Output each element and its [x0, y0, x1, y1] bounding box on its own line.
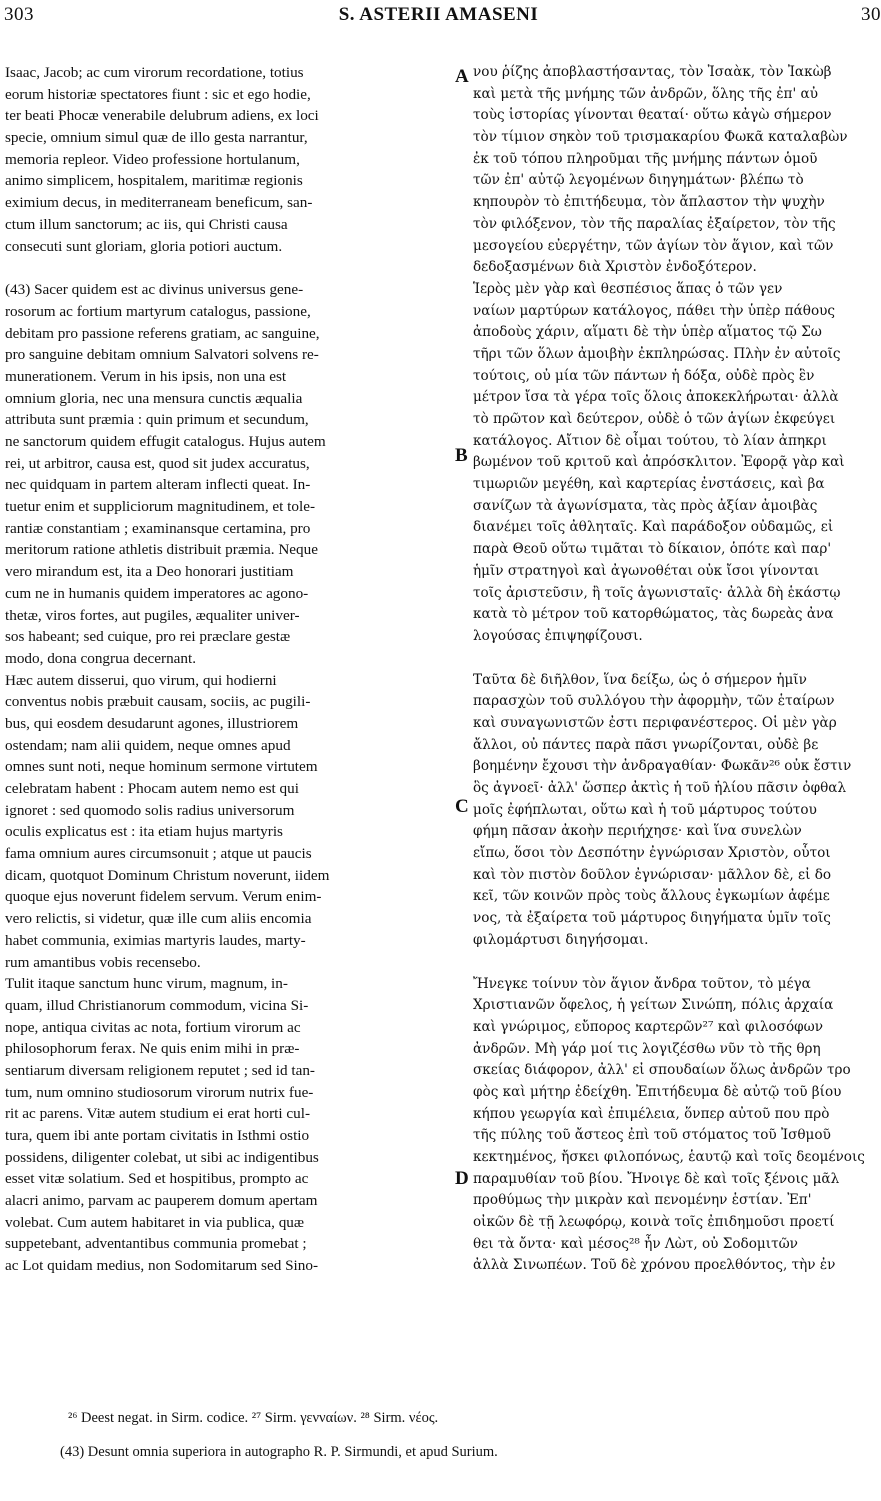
text-line: nope, antiqua civitas ac nota, fortium virorum ac: [5, 1018, 301, 1036]
text-line: παραμυθίαν τοῦ βίου. Ἤνοιγε δὲ καὶ τοῖς ξένοις μᾶλ: [473, 1170, 840, 1187]
greek-paragraph-2: [473, 279, 877, 648]
text-line: animo simplicem, hospitalem, maritimæ regionis: [5, 172, 303, 190]
section-marker-b: B: [455, 445, 468, 466]
text-line: Ἤνεγκε τοίνυν τὸν ἅγιον ἄνδρα τοῦτον, τὸ μέγα: [473, 975, 811, 992]
footnote-43: (43) Desunt omnia superiora in autographo R. P. Sirmundi, et apud Surium.: [60, 1444, 498, 1460]
text-line: καὶ γνώριμος, εὔπορος καρτερῶν²⁷ καὶ φιλοσόφων: [473, 1018, 824, 1035]
text-line: φήμη πᾶσαν ἀκοὴν περιήχησε· καὶ ἵνα συνελὼν: [473, 823, 802, 840]
text-line: κηπουρὸν τὸ ἐπιτήδευμα, τὸν ἄπλαστον τὴν ψυχὴν: [473, 194, 825, 211]
text-line: παρὰ Θεοῦ οὕτω τιμᾶται τὸ δίκαιον, ὁπότε καὶ παρ': [473, 541, 832, 558]
section-marker-d: D: [455, 1168, 469, 1189]
text-line: ἐκ τοῦ τόπου πληροῦμαι τῆς μνήμης πάντων ὁμοῦ: [473, 150, 818, 167]
text-line: Tulit itaque sanctum hunc virum, magnum, in-: [5, 975, 288, 993]
text-line: δεδοξασμένων διὰ Χριστὸν ἐνδοξότερον.: [473, 259, 757, 276]
text-line: rit ac parens. Vitæ autem studium ei erat horti cul-: [5, 1105, 311, 1123]
section-marker-c: C: [455, 796, 469, 817]
text-line: sos habeant; sed cuique, pro rei præclare gestæ: [5, 628, 291, 646]
text-line: pro sanguine debitam omnium Salvatori solvens re-: [5, 346, 319, 364]
text-line: attributa sunt præmia : quin primum et secundum,: [5, 411, 309, 429]
text-line: habet communia, eximias martyris laudes, marty-: [5, 931, 306, 949]
text-line: rosorum ac fortium martyrum catalogus, passione,: [5, 302, 311, 320]
text-line: tuetur enim et suppliciorum magnitudinem, et tole-: [5, 498, 316, 516]
text-line: νος, τὰ ἐξαίρετα τοῦ μάρτυρος διηγήματα ὑμῖν τοῖς: [473, 910, 831, 927]
latin-paragraph-1: [5, 62, 455, 257]
text-line: rum amantibus vobis recensebo.: [5, 953, 201, 971]
text-line: Hæc autem disserui, quo virum, qui hodierni: [5, 671, 277, 689]
text-line: ἀποδοὺς χάριν, αἵματι δὲ τὴν ὑπὲρ αἵματος τῷ Σω: [473, 324, 822, 341]
latin-paragraph-2: [5, 279, 455, 1277]
text-line: modo, dona congrua decernant.: [5, 649, 197, 667]
text-line: κεῖ, τῶν κοινῶν πρὸς τοὺς ἄλλους ἐγκωμίων ἀφέμε: [473, 888, 830, 905]
text-line: eorum historiæ spectatores fiunt : sic et ego hodie,: [5, 85, 311, 103]
text-line: omnes sunt noti, neque hominum sermone virtutem: [5, 758, 318, 776]
text-line: rantiæ constantiam ; examinansque certamina, pro: [5, 519, 311, 537]
text-line: dicam, quotquot Dominum Christum noverunt, iidem: [5, 866, 330, 884]
section-marker-a: A: [455, 66, 469, 87]
text-line: κεκτημένος, ἤσκει φιλοπόνως, ἑαυτῷ καὶ τοῖς δεομένοις: [473, 1149, 865, 1165]
text-line: ναίων μαρτύρων κατάλογος, πάθει τὴν ὑπὲρ πάθους: [473, 302, 836, 319]
text-line: ne sanctorum quidem effugit catalogus. Hujus autem: [5, 433, 326, 450]
text-line: τοῖς ἀριστεῦσιν, ἢ τοῖς ἀγωνισταῖς· ἀλλὰ δὴ ἑκάστῳ: [473, 584, 841, 601]
text-line: quoque ejus noverunt fidelem servum. Verum enim-: [5, 888, 322, 906]
text-line: ἄλλοι, οὐ πάντες παρὰ πᾶσι γνωρίζονται, οὐδὲ βε: [473, 736, 819, 753]
text-line: (43) Sacer quidem est ac divinus universus gene-: [5, 281, 304, 299]
page-number-right: 30: [861, 4, 881, 25]
text-line: ἀλλὰ Σινωπέων. Τοῦ δὲ χρόνου προελθόντος, τὴν ἐν: [473, 1257, 836, 1274]
text-line: σανίζων τὰ ἀγωνίσματα, τὰς πρὸς ἀξίαν ἀμοιβὰς: [473, 497, 818, 514]
text-line: esset vitæ solatium. Sed et hospitibus, prompto ac: [5, 1170, 309, 1188]
text-line: τῶν ἐπ' αὐτῷ λεγομένων διηγημάτων· βλέπω τὸ: [473, 172, 804, 189]
text-line: nec quidquam in partem alteram inflecti queat. In-: [5, 476, 311, 494]
text-line: μεσογείου εὐεργέτην, τῶν ἁγίων τὸν ἅγιον, καὶ τῶν: [473, 237, 834, 254]
text-line: meritorum ratione athletis distribuit præmia. Neque: [5, 541, 318, 559]
text-line: thetæ, viros fortes, aut pugiles, æqualiter univer-: [5, 606, 300, 624]
text-line: οἰκῶν δὲ τῇ λεωφόρῳ, κοινὰ τοῖς ἐπιδημοῦσι προετί: [473, 1214, 835, 1231]
text-line: quam, illud Christianorum commodum, vicina Si-: [5, 996, 309, 1014]
text-line: φιλομάρτυσι διηγήσομαι.: [473, 931, 649, 948]
text-line: ignoret : sed quomodo solis radius universorum: [5, 801, 295, 819]
text-line: memoria repleor. Video professione hortulanum,: [5, 150, 300, 168]
text-line: vero mirandum est, ita a Deo honorari justitiam: [5, 563, 294, 581]
text-line: καὶ συναγωνιστῶν ἐστι περιφανέστερος. Οἱ μὲν γὰρ: [473, 714, 837, 731]
page-number-left: 303: [4, 4, 34, 25]
text-line: κήπου γεωργία καὶ ἐπιμέλεια, ὅνπερ αὐτοῦ που πρὸ: [473, 1105, 830, 1122]
running-title: S. ASTERII AMASENI: [338, 4, 539, 25]
text-line: sentiarum diversam religionem reputet ; sed id tan-: [5, 1061, 315, 1079]
text-line: tum, num omnino studiosorum virorum nutrix fue-: [5, 1083, 314, 1101]
text-line: φὸς καὶ μήτηρ ἐδείχθη. Ἐπιτήδευμα δὲ αὐτῷ τοῦ βίου: [473, 1083, 842, 1100]
text-line: τῆρι τῶν ὅλων ἀμοιβὴν ἐκπληρώσας. Πλὴν ἐν αὐτοῖς: [473, 345, 841, 362]
text-line: debitam pro passione referens gratiam, ac sanguine,: [5, 324, 320, 342]
text-line: μοῖς ἐφήπλωται, οὕτω καὶ ἡ τοῦ μάρτυρος τούτου: [473, 801, 817, 818]
text-line: volebat. Cum autem habitaret in via publica, quæ: [5, 1213, 305, 1231]
text-line: ἡμῖν στρατηγοὶ καὶ ἀγωνοθέται οὐκ ἴσοι γίνονται: [473, 562, 820, 579]
text-line: possidens, diligenter colebat, ut sibi ac indigentibus: [5, 1148, 319, 1166]
text-line: Ταῦτα δὲ διῆλθον, ἵνα δείξω, ὡς ὁ σήμερον ἡμῖν: [473, 671, 807, 688]
text-line: βοημένην ἔχουσι τὴν ἀνδραγαθίαν· Φωκᾶν²⁶ οὐκ ἔστιν: [473, 758, 852, 775]
text-line: τὸν φιλόξενον, τὸν τῆς παραλίας ἐξαίρετον, τὸν τῆς: [473, 215, 836, 232]
text-line: καὶ τὸν πιστὸν δοῦλον ἐγνώρισαν· μᾶλλον δὲ, εἰ δο: [473, 866, 832, 883]
text-line: ctum illum sanctorum; ac iis, qui Christi causa: [5, 215, 288, 233]
greek-paragraph-3: [473, 670, 877, 952]
footnote-variants: ²⁶ Deest negat. in Sirm. codice. ²⁷ Sirm. γενναίων. ²⁸ Sirm. νέος.: [68, 1410, 439, 1426]
text-line: καὶ μετὰ τῆς μνήμης τῶν ἀνδρῶν, ὅλης τῆς ἐπ' αὐ: [473, 85, 818, 102]
text-line: rei, ut arbitror, causa est, quod sit judex accuratus,: [5, 454, 310, 472]
text-line: cum ne in humanis quidem imperatores ac agono-: [5, 584, 309, 602]
text-line: specie, omnium simul quæ de illo gesta narrantur,: [5, 129, 308, 147]
text-line: κατὰ τὸ μέτρον τοῦ κατορθώματος, τὰς δωρεὰς ἀνα: [473, 606, 834, 623]
text-line: vero relictis, si videtur, quæ ille cum aliis encomia: [5, 910, 312, 928]
text-line: ter beati Phocæ venerabile delubrum adiens, ex loci: [5, 107, 319, 125]
text-line: celebratam habent : Phocam autem nemo est qui: [5, 780, 299, 797]
text-line: eximium decus, in mediterraneam beneficum, san-: [5, 194, 313, 212]
text-line: θει τὰ ὄντα· καὶ μέσος²⁸ ἦν Λὼτ, οὐ Σοδομιτῶν: [473, 1235, 798, 1252]
text-line: τὸ πρῶτον καὶ δεύτερον, οὐδὲ ὁ τῶν ἁγίων ἐκφεύγει: [473, 411, 836, 427]
text-line: εἴπω, ὅσοι τὸν Δεσπότην ἐγνώρισαν Χριστὸν, οὗτοι: [473, 845, 831, 862]
text-line: tura, quem ibi ante portam civitatis in Isthmi ostio: [5, 1127, 310, 1144]
text-line: ἀνδρῶν. Μὴ γάρ μοί τις λογιζέσθω νῦν τὸ τῆς θρη: [473, 1040, 821, 1057]
text-line: conventus nobis præbuit causam, sociis, ac pugili-: [5, 693, 311, 711]
text-line: ὃς ἀγνοεῖ· ἀλλ' ὥσπερ ἀκτὶς ἡ τοῦ ἡλίου πᾶσιν ὀφθαλ: [473, 780, 847, 796]
text-line: oculis explicatus est : ita etiam hujus martyris: [5, 823, 283, 841]
text-line: ostendam; nam alii quidem, neque omnes apud: [5, 736, 291, 754]
text-line: munerationem. Verum in his ipsis, non una est: [5, 367, 287, 385]
text-line: λογούσας ἐπιψηφίζουσι.: [473, 627, 643, 644]
text-line: σκείας διάφορον, ἀλλ' εἰ σπουδαίων ὅλως ἀνδρῶν τρο: [473, 1062, 851, 1079]
text-line: Ἱερὸς μὲν γὰρ καὶ θεσπέσιος ἅπας ὁ τῶν γεν: [473, 280, 783, 297]
text-line: διανέμει τοῖς ἀθληταῖς. Καὶ παράδοξον οὐδαμῶς, εἰ: [473, 519, 834, 536]
text-line: Isaac, Jacob; ac cum virorum recordatione, totius: [5, 64, 304, 81]
text-line: νου ῥίζης ἀποβλαστήσαντας, τὸν Ἰσαὰκ, τὸν Ἰακὼβ: [473, 64, 832, 80]
greek-paragraph-1: [473, 62, 877, 279]
greek-column: [473, 62, 877, 1277]
text-line: κατάλογος. Αἴτιον δὲ οἶμαι τούτου, τὸ λίαν ἀπηκρι: [473, 432, 827, 449]
text-line: τοὺς ἱστορίας γίνονται θεαταί· οὕτω κἀγὼ σήμερον: [473, 107, 832, 124]
text-line: bus, qui eosdem desudarunt agones, illustriorem: [5, 714, 299, 732]
text-line: consecuti sunt gloriam, gloria potiori auctum.: [5, 237, 283, 255]
text-line: τὸν τίμιον σηκὸν τοῦ τρισμακαρίου Φωκᾶ καταλαβὼν: [473, 129, 848, 146]
text-line: Χριστιανῶν ὄφελος, ἡ γείτων Σινώπη, πόλις ἀρχαία: [473, 997, 834, 1014]
text-line: fama omnium aures circumsonuit ; atque ut paucis: [5, 845, 312, 863]
text-line: βωμένον τοῦ κριτοῦ καὶ ἀπρόσκλιτον. Ἐφορᾷ γὰρ καὶ: [473, 454, 845, 471]
text-line: μέτρον ἴσα τὰ γέρα τοῖς ὅλοις ἀποκεκλήρωται· ἀλλὰ: [473, 389, 839, 406]
text-line: τιμωριῶν μεγέθη, καὶ καρτερίας ἐνστάσεις, καὶ βα: [473, 476, 825, 493]
text-line: omnium gloria, nec una mensura cunctis æqualia: [5, 389, 303, 407]
text-line: τούτοις, οὐ μία τῶν πάντων ἡ δόξα, οὐδὲ πρὸς ἓν: [473, 367, 815, 384]
text-line: παρασχὼν τοῦ συλλόγου τὴν ἀφορμὴν, τῶν ἑταίρων: [473, 693, 835, 710]
text-line: προθύμως τὴν μικρὰν καὶ πενομένην ἑστίαν. Ἐπ': [473, 1192, 812, 1209]
latin-column: [5, 62, 455, 1277]
greek-paragraph-4: [473, 974, 877, 1278]
text-line: suppetebant, adventantibus communia promebat ;: [5, 1235, 307, 1253]
text-line: τῆς πύλης τοῦ ἄστεος ἐπὶ τοῦ στόματος τοῦ Ἰσθμοῦ: [473, 1127, 831, 1144]
text-line: ac Lot quidam medius, non Sodomitarum sed Sino-: [5, 1257, 318, 1275]
text-line: alacri animo, parvam ac pauperem domum apertam: [5, 1192, 318, 1210]
text-line: philosophorum ferax. Ne quis enim mihi in præ-: [5, 1040, 300, 1058]
